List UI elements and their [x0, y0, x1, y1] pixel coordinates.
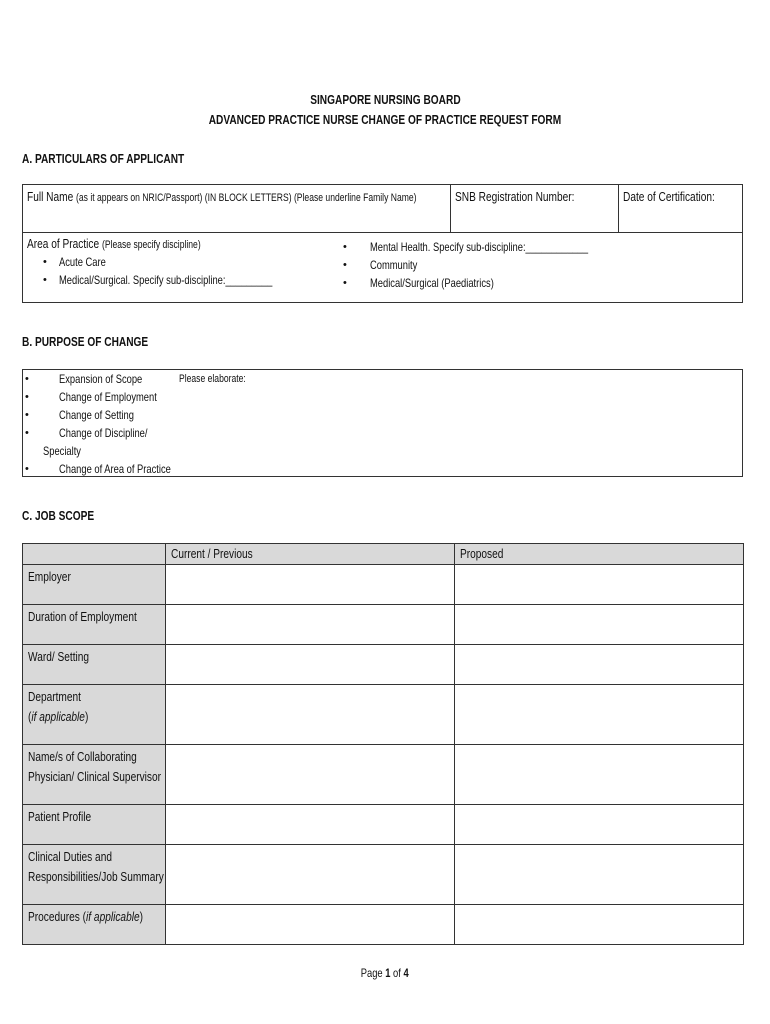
row-label-clinical-duties: Clinical Duties and Responsibilities/Job Summary	[23, 845, 166, 905]
date-of-certification-field[interactable]: Date of Certification:	[623, 189, 715, 204]
bullet-icon: •	[343, 277, 347, 289]
particulars-divider	[22, 232, 743, 233]
table-row	[23, 845, 744, 905]
area-option-medical-surgical[interactable]: Medical/Surgical. Specify sub-discipline:_________	[59, 273, 273, 287]
table-row	[23, 605, 744, 645]
department-current-cell[interactable]	[166, 685, 455, 745]
area-option-acute-care[interactable]: Acute Care	[59, 255, 106, 269]
bullet-icon: •	[43, 274, 47, 286]
section-b-heading: B. PURPOSE OF CHANGE	[22, 334, 149, 349]
duties-current-cell[interactable]	[166, 845, 455, 905]
form-title-line2: ADVANCED PRACTICE NURSE CHANGE OF PRACTICE REQUEST FORM	[208, 112, 562, 127]
purpose-option-expansion-of-scope[interactable]: Expansion of Scope	[59, 372, 143, 386]
purpose-option-change-of-setting[interactable]: Change of Setting	[59, 408, 134, 422]
bullet-icon: •	[343, 241, 347, 253]
purpose-option-change-of-area[interactable]: Change of Area of Practice	[59, 462, 171, 476]
row-label-duration: Duration of Employment	[23, 605, 166, 645]
physician-proposed-cell[interactable]	[455, 745, 744, 805]
employer-current-cell[interactable]	[166, 565, 455, 605]
bullet-icon: •	[25, 427, 29, 439]
row-label-patient-profile: Patient Profile	[23, 805, 166, 845]
area-option-mental-health[interactable]: Mental Health. Specify sub-discipline:____________	[370, 240, 589, 254]
procedures-current-cell[interactable]	[166, 905, 455, 945]
purpose-option-change-of-discipline[interactable]: Change of Discipline/	[59, 426, 148, 440]
procedures-proposed-cell[interactable]	[455, 905, 744, 945]
please-elaborate-field[interactable]: Please elaborate:	[179, 373, 246, 385]
purpose-option-specialty: Specialty	[43, 444, 81, 458]
ward-proposed-cell[interactable]	[455, 645, 744, 685]
row-label-procedures: Procedures (if applicable)	[23, 905, 166, 945]
form-title-line1: SINGAPORE NURSING BOARD	[309, 92, 461, 107]
ward-current-cell[interactable]	[166, 645, 455, 685]
snb-registration-field[interactable]: SNB Registration Number:	[455, 189, 575, 204]
table-header-current: Current / Previous	[166, 544, 455, 565]
department-proposed-cell[interactable]	[455, 685, 744, 745]
bullet-icon: •	[25, 391, 29, 403]
row-label-department: Department (if applicable)	[23, 685, 166, 745]
patient-profile-proposed-cell[interactable]	[455, 805, 744, 845]
page-number: Page 1 of 4	[361, 966, 409, 980]
table-row	[23, 645, 744, 685]
row-label-employer: Employer	[23, 565, 166, 605]
duration-current-cell[interactable]	[166, 605, 455, 645]
table-row	[23, 745, 744, 805]
table-header-blank	[23, 544, 166, 565]
physician-current-cell[interactable]	[166, 745, 455, 805]
area-option-community[interactable]: Community	[370, 258, 418, 272]
bullet-icon: •	[25, 373, 29, 385]
area-of-practice-label: Area of Practice (Please specify discipline)	[27, 236, 201, 251]
table-header-proposed: Proposed	[455, 544, 744, 565]
table-row	[23, 685, 744, 745]
duties-proposed-cell[interactable]	[455, 845, 744, 905]
bullet-icon: •	[25, 409, 29, 421]
bullet-icon: •	[343, 259, 347, 271]
full-name-field[interactable]: Full Name (as it appears on NRIC/Passport) (IN BLOCK LETTERS) (Please underline Family Name)	[27, 189, 417, 204]
patient-profile-current-cell[interactable]	[166, 805, 455, 845]
table-row	[23, 905, 744, 945]
row-label-collaborating-physician: Name/s of Collaborating Physician/ Clinical Supervisor	[23, 745, 166, 805]
section-a-heading: A. PARTICULARS OF APPLICANT	[22, 151, 185, 166]
snb-date-divider	[618, 184, 619, 232]
duration-proposed-cell[interactable]	[455, 605, 744, 645]
job-scope-table	[22, 543, 744, 945]
row-label-ward-setting: Ward/ Setting	[23, 645, 166, 685]
employer-proposed-cell[interactable]	[455, 565, 744, 605]
area-option-medical-surgical-paediatrics[interactable]: Medical/Surgical (Paediatrics)	[370, 276, 494, 290]
table-header-row	[23, 544, 744, 565]
table-row	[23, 565, 744, 605]
bullet-icon: •	[43, 256, 47, 268]
table-row	[23, 805, 744, 845]
section-c-heading: C. JOB SCOPE	[22, 508, 95, 523]
purpose-option-change-of-employment[interactable]: Change of Employment	[59, 390, 157, 404]
bullet-icon: •	[25, 463, 29, 475]
